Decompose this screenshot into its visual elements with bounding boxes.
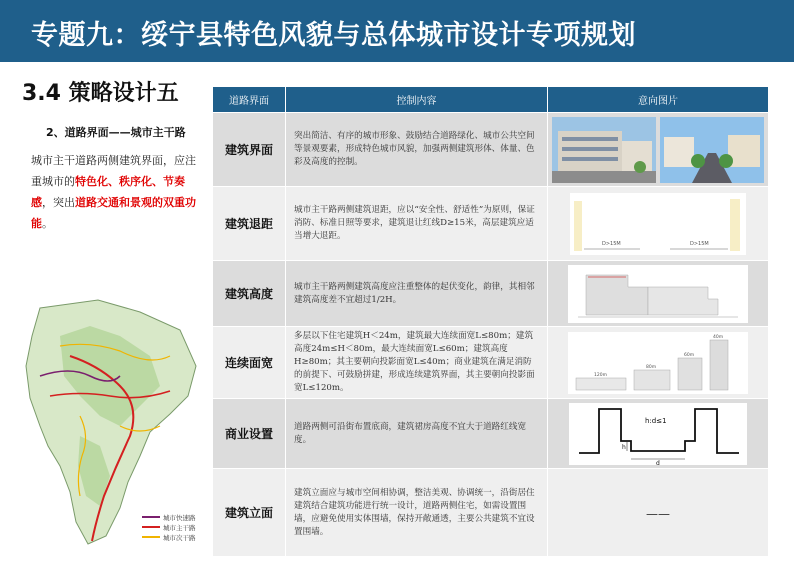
frontage-diagram bbox=[568, 332, 748, 394]
width-label: 40m bbox=[713, 334, 724, 340]
setback-label: D>15M bbox=[602, 240, 621, 247]
column-header: 道路界面 bbox=[213, 87, 286, 113]
row-content: 突出简洁、有序的城市形象、鼓励结合道路绿化、城市公共空间等景观要素，形成特色城市风貌，加强两侧建筑形体、体量、色彩及高度的控制。 bbox=[286, 113, 548, 187]
street-section-diagram bbox=[569, 403, 747, 465]
row-name: 建筑界面 bbox=[213, 113, 286, 187]
road-network-map bbox=[20, 296, 212, 552]
page-banner bbox=[0, 0, 794, 62]
row-name: 建筑立面 bbox=[213, 469, 286, 557]
control-table bbox=[212, 86, 769, 557]
table-row bbox=[213, 399, 769, 469]
para-text: 。 bbox=[42, 217, 53, 230]
height-label: h bbox=[622, 443, 626, 451]
row-image-cell bbox=[548, 261, 769, 327]
distance-label: d bbox=[656, 459, 660, 465]
table-row bbox=[213, 187, 769, 261]
map-legend bbox=[142, 513, 196, 542]
legend-label: 城市次干路 bbox=[163, 534, 196, 542]
sidebar-paragraph bbox=[31, 150, 206, 234]
row-name: 商业设置 bbox=[213, 399, 286, 469]
legend-label: 城市快速路 bbox=[163, 514, 196, 522]
row-name: 建筑退距 bbox=[213, 187, 286, 261]
table-row bbox=[213, 261, 769, 327]
sidebar-heading: 2、道路界面——城市主干路 bbox=[46, 126, 186, 139]
table-header-row bbox=[213, 87, 769, 113]
column-header: 意向图片 bbox=[548, 87, 769, 113]
width-label: 60m bbox=[684, 352, 695, 358]
para-text: ，突出 bbox=[42, 196, 75, 209]
row-content: 城市主干路两侧建筑退距，应以“安全性、舒适性”为原则，保证消防、标准日照等要求，建筑退让红线D≥15米，高层建筑应适当增大退距。 bbox=[286, 187, 548, 261]
row-image-cell bbox=[548, 187, 769, 261]
width-label: 80m bbox=[646, 364, 657, 370]
section-title: 3.4 策略设计五 bbox=[22, 81, 179, 106]
height-diagram bbox=[568, 265, 748, 323]
row-image-cell bbox=[548, 399, 769, 469]
width-label: 120m bbox=[594, 372, 607, 378]
map-graphic bbox=[20, 296, 212, 552]
para-highlight: 道路交通和景观的双重功能 bbox=[31, 196, 196, 230]
para-text: 城市主干道路两侧建筑界面，应注重城市的 bbox=[31, 154, 196, 188]
table-row bbox=[213, 327, 769, 399]
row-name: 建筑高度 bbox=[213, 261, 286, 327]
row-content: 城市主干路两侧建筑高度应注重整体的起伏变化，韵律，其相邻建筑高度差不宜超过1/2H。 bbox=[286, 261, 548, 327]
row-image-cell bbox=[548, 327, 769, 399]
table-row bbox=[213, 469, 769, 557]
row-content: 道路两侧可沿街布置底商，建筑裙房高度不宜大于道路红线宽度。 bbox=[286, 399, 548, 469]
empty-image-marker: —— bbox=[646, 507, 670, 521]
street-photo bbox=[552, 117, 764, 183]
row-image-cell bbox=[548, 113, 769, 187]
setback-diagram bbox=[570, 193, 746, 255]
row-content: 建筑立面应与城市空间相协调，整洁美观、协调统一，沿街居住建筑结合建筑功能进行统一设计，道路两侧住宅，如需设置围墙，应避免使用实体围墙，保持开敞通透，主要公共建筑不宜设置围墙。 bbox=[286, 469, 548, 557]
setback-label: D>15M bbox=[690, 240, 709, 247]
para-highlight: 特色化、秩序化、节奏感 bbox=[31, 175, 185, 209]
column-header: 控制内容 bbox=[286, 87, 548, 113]
row-content: 多层以下住宅建筑H＜24m，建筑最大连续面宽L≤80m；建筑高度24m≤H＜80m，最大连续面宽L≤60m；建筑高度H≥80m；其主要朝向投影面宽L≤40m；商业建筑在满足消防的前提下、可鼓励拼建，形成连续建筑界面，其主要朝向投影面宽L≤120m。 bbox=[286, 327, 548, 399]
table-row bbox=[213, 113, 769, 187]
row-name: 连续面宽 bbox=[213, 327, 286, 399]
page-title: 专题九：绥宁县特色风貌与总体城市设计专项规划 bbox=[31, 20, 636, 51]
legend-label: 城市主干路 bbox=[163, 524, 196, 532]
row-image-cell bbox=[548, 469, 769, 557]
ratio-label: h:d≤1 bbox=[645, 416, 667, 425]
